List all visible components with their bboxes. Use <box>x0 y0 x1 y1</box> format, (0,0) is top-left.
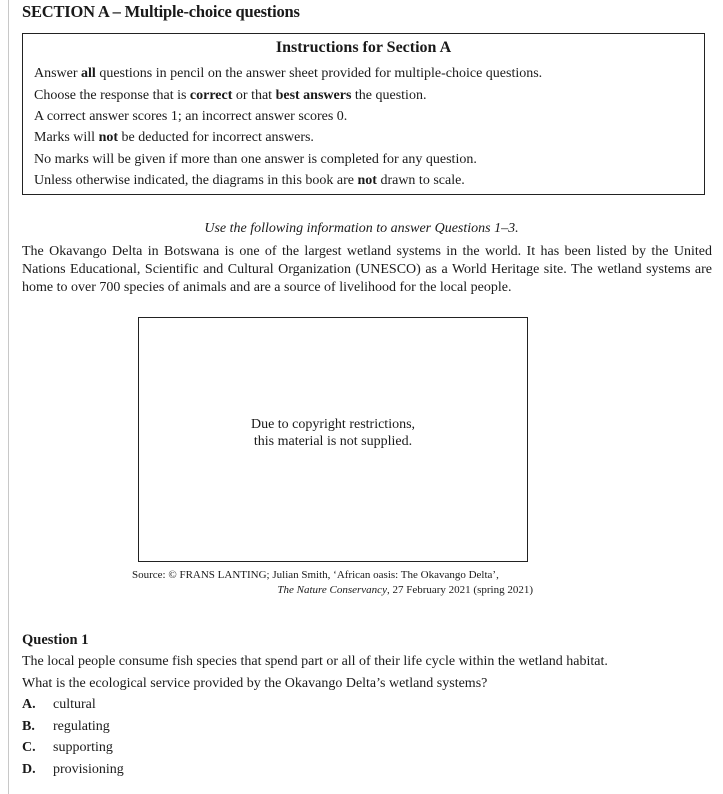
question-stem-1: The local people consume fish species that spend part or all of their life cycle within the wetland habitat. <box>22 654 608 669</box>
copyright-notice: Due to copyright restrictions, this material is not supplied. <box>250 417 416 449</box>
page-left-rule <box>8 0 9 794</box>
source-citation-line1: Source: © FRANS LANTING; Julian Smith, ‘African oasis: The Okavango Delta’, <box>132 569 499 581</box>
stimulus-paragraph: The Okavango Delta in Botswana is one of the largest wetland systems in the world. It has been listed by the United Nations Educational, Scientific and Cultural Organization (UNESCO) as a World Heritage site. The wetland systems are home to over 700 species of animals and are a source of livelihood for the local people. <box>22 244 712 295</box>
option-b-letter: B. <box>22 719 35 734</box>
instruction-line-2: Choose the response that is correct or that best answers the question. <box>34 88 427 103</box>
figure-placeholder <box>138 317 528 562</box>
section-title: SECTION A – Multiple-choice questions <box>22 2 300 21</box>
option-a-text: cultural <box>53 697 96 712</box>
instruction-line-1: Answer all questions in pencil on the answer sheet provided for multiple-choice questions. <box>34 66 543 81</box>
instructions-box <box>22 33 705 195</box>
option-d-text: provisioning <box>53 762 124 777</box>
option-c-text: supporting <box>53 740 113 755</box>
option-a-letter: A. <box>22 697 36 712</box>
instruction-line-4: Marks will not be deducted for incorrect answers. <box>34 130 314 145</box>
instructions-title: Instructions for Section A <box>275 39 452 56</box>
source-citation-line2: The Nature Conservancy, 27 February 2021 (spring 2021) <box>277 584 533 596</box>
question-stem-2: What is the ecological service provided by the Okavango Delta’s wetland systems? <box>22 676 488 691</box>
instruction-line-5: No marks will be given if more than one answer is completed for any question. <box>34 152 477 167</box>
stimulus-intro: Use the following information to answer Questions 1–3. <box>204 221 519 236</box>
question-heading: Question 1 <box>22 632 89 648</box>
option-c-letter: C. <box>22 740 36 755</box>
instruction-line-3: A correct answer scores 1; an incorrect answer scores 0. <box>34 109 348 124</box>
option-b-text: regulating <box>53 719 110 734</box>
option-d-letter: D. <box>22 762 36 777</box>
instruction-line-6: Unless otherwise indicated, the diagrams in this book are not drawn to scale. <box>34 173 465 188</box>
